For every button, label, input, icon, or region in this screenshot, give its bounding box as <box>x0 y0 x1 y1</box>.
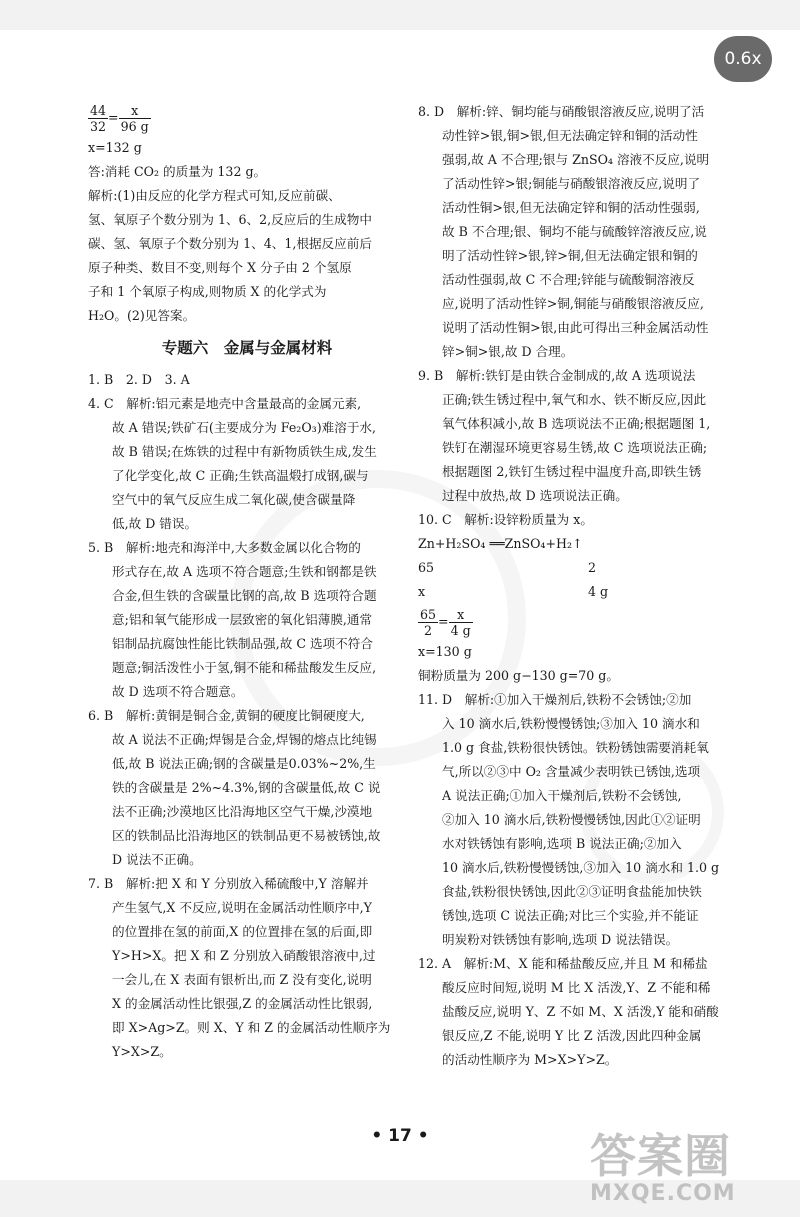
text-line: 强弱,故 A 不合理;银与 ZnSO₄ 溶液不反应,说明 <box>442 152 710 167</box>
answer-list-right-b <box>418 688 740 1072</box>
answer-item <box>88 368 406 392</box>
item-10-head: 10. C 解析:设锌粉质量为 x。 <box>418 512 593 527</box>
answer-item <box>88 536 406 704</box>
text-line: 入 10 滴水后,铁粉慢慢锈蚀;③加入 10 滴水和 <box>442 716 700 731</box>
text-line: 故 B 不合理;银、铜均不能与硫酸锌溶液反应,说 <box>442 224 707 239</box>
text-line: 水对铁锈蚀有影响,选项 B 说法正确;②加入 <box>442 836 682 851</box>
answer-item <box>88 704 406 872</box>
unknown-row: x 4 g <box>418 584 609 599</box>
answer-item <box>88 872 406 1064</box>
molar-mass-row: 65 2 <box>418 560 597 575</box>
text-line: 盐酸反应,说明 Y、Z 不如 M、X 活泼,Y 能和硝酸 <box>442 1004 719 1019</box>
text-line: 解析:(1)由反应的化学方程式可知,反应前碳、 <box>88 188 341 203</box>
answer-list-left <box>88 368 406 1064</box>
answer-item <box>418 688 740 952</box>
text-line: A 说法正确;①加入干燥剂后,铁粉不会锈蚀, <box>442 788 682 803</box>
text-line: 空气中的氧气反应生成二氧化碳,使含碳量降 <box>112 492 356 507</box>
text-line: 碳、氢、氧原子个数分别为 1、4、1,根据反应前后 <box>88 236 372 251</box>
text-line: 区的铁制品比沿海地区的铁制品更不易被锈蚀,故 <box>112 828 381 843</box>
text-line: 明炭粉对铁锈蚀有影响,选项 D 说法错误。 <box>442 932 679 947</box>
text-line: 了活动性锌>银;铜能与硝酸银溶液反应,说明了 <box>442 176 701 191</box>
text-line: 正确;铁生锈过程中,氧气和水、铁不断反应,因此 <box>442 392 707 407</box>
answer-item <box>418 100 740 364</box>
calc-result: x=132 g <box>88 140 142 155</box>
text-line: 锌>铜>银,故 D 合理。 <box>442 344 574 359</box>
text-line: 说明了活动性铜>银,由此可得出三种金属活动性 <box>442 320 709 335</box>
item-10 <box>418 508 740 688</box>
text-line: 铁钉在潮湿环境更容易生锈,故 C 选项说法正确; <box>442 440 708 455</box>
text-line: 法不正确;沙漠地区比沿海地区空气干燥,沙漠地 <box>112 804 373 819</box>
text-line: 动性锌>银,铜>银,但无法确定锌和铜的活动性 <box>442 128 698 143</box>
calc-result: x=130 g <box>418 644 472 659</box>
answer-item-head: 11. D 解析:①加入干燥剂后,铁粉不会锈蚀;②加 <box>418 692 692 707</box>
text-line: 食盐,铁粉很快锈蚀,因此②③证明食盐能加快铁 <box>442 884 702 899</box>
text-line: 明了活动性锌>银,锌>铜,但无法确定银和铜的 <box>442 248 698 263</box>
ratio-equation: $\frac{44}{32}$ = $\frac{x}{96 g}$ <box>90 102 149 134</box>
fraction: $\frac{44}{32}$ <box>90 102 107 134</box>
text-line: 题意;铜活泼性小于氢,铜不能和稀盐酸发生反应, <box>112 660 377 675</box>
text-line: 过程中放热,故 D 选项说法正确。 <box>442 488 628 503</box>
text-line: 的活动性顺序为 M>X>Y>Z。 <box>442 1052 618 1067</box>
text-line: 的位置排在氢的前面,X 的位置排在氢的后面,即 <box>112 924 373 939</box>
text-line: 锈蚀,选项 C 说法正确;对比三个实验,并不能证 <box>442 908 699 923</box>
text-line: 活动性铜>银,但无法确定锌和铜的活动性强弱, <box>442 200 700 215</box>
fraction: $\frac{65}{2}$ <box>420 606 437 638</box>
text-line: 10 滴水后,铁粉慢慢锈蚀,③加入 10 滴水和 1.0 g <box>442 860 720 875</box>
answer-line: 答:消耗 CO₂ 的质量为 132 g。 <box>88 164 267 179</box>
text-line: 了化学变化,故 C 正确;生铁高温煅打成钢,碳与 <box>112 468 369 483</box>
text-line: 低,故 B 说法正确;钢的含碳量是0.03%~2%,生 <box>112 756 376 771</box>
left-column <box>88 100 406 1064</box>
chemical-equation: Zn+H₂SO₄ ══ZnSO₄+H₂↑ <box>418 536 583 551</box>
answer-item <box>88 392 406 536</box>
text-line: 铝制品抗腐蚀性能比铁制品强,故 C 选项不符合 <box>112 636 373 651</box>
page-number: • 17 • <box>371 1126 429 1146</box>
text-line: Y>H>X。把 X 和 Z 分别放入硝酸银溶液中,过 <box>112 948 376 963</box>
text-line: 1.0 g 食盐,铁粉很快锈蚀。铁粉锈蚀需要消耗氧 <box>442 740 709 755</box>
answer-list-right-a <box>418 100 740 508</box>
text-line: D 说法不正确。 <box>112 852 202 867</box>
fraction: $\frac{x}{4 g}$ <box>450 606 471 638</box>
text-line: X 的金属活动性比银强,Z 的金属活动性比银弱, <box>112 996 373 1011</box>
text-line: H₂O。(2)见答案。 <box>88 308 196 323</box>
answer-item-head: 6. B 解析:黄铜是铜合金,黄铜的硬度比铜硬度大, <box>88 708 365 723</box>
text-line: 根据题图 2,铁钉生锈过程中温度升高,即铁生锈 <box>442 464 702 479</box>
fraction: $\frac{x}{96 g}$ <box>120 102 149 134</box>
text-line: 活动性强弱,故 C 不合理;锌能与硫酸铜溶液反 <box>442 272 695 287</box>
text-line: 形式存在,故 A 选项不符合题意;生铁和钢都是铁 <box>112 564 377 579</box>
answer-item-head: 1. B 2. D 3. A <box>88 372 190 387</box>
answer-item-head: 4. C 解析:铝元素是地壳中含量最高的金属元素, <box>88 396 362 411</box>
answer-item <box>418 364 740 508</box>
text-line: 酸反应时间短,说明 M 比 X 活泼,Y、Z 不能和稀 <box>442 980 711 995</box>
text-line: 故 B 错误;在炼铁的过程中有新物质铁生成,发生 <box>112 444 377 459</box>
ratio-equation: $\frac{65}{2}$ = $\frac{x}{4 g}$ <box>420 606 471 638</box>
section-title: 专题六 金属与金属材料 <box>161 339 333 357</box>
text-line: 即 X>Ag>Z。则 X、Y 和 Z 的金属活动性顺序为 <box>112 1020 391 1035</box>
text-line: 铁的含碳量是 2%~4.3%,钢的含碳量低,故 C 说 <box>112 780 381 795</box>
text-line: 银反应,Z 不能,说明 Y 比 Z 活泼,因此四种金属 <box>442 1028 702 1043</box>
text-line: 一会儿,在 X 表面有银析出,而 Z 没有变化,说明 <box>112 972 372 987</box>
analysis-block <box>88 184 406 328</box>
text-line: 氢、氧原子个数分别为 1、6、2,反应后的生成物中 <box>88 212 372 227</box>
playback-speed-button[interactable]: 0.6x <box>714 36 772 82</box>
text-line: 故 A 错误;铁矿石(主要成分为 Fe₂O₃)难溶于水, <box>112 420 377 435</box>
text-line: 应,说明了活动性锌>铜,铜能与硝酸银溶液反应, <box>442 296 704 311</box>
copper-mass-line: 铜粉质量为 200 g−130 g=70 g。 <box>418 668 619 683</box>
text-line: 子和 1 个氧原子构成,则物质 X 的化学式为 <box>88 284 327 299</box>
answer-item <box>418 952 740 1072</box>
text-line: 原子种类、数目不变,则每个 X 分子由 2 个氢原 <box>88 260 352 275</box>
right-column <box>418 100 740 1072</box>
text-line: ②加入 10 滴水后,铁粉慢慢锈蚀,因此①②证明 <box>442 812 701 827</box>
watermark-logo: 答案圈 MXQE.COM <box>590 1129 736 1206</box>
answer-item-head: 5. B 解析:地壳和海洋中,大多数金属以化合物的 <box>88 540 361 555</box>
text-line: 意;铝和氧气能形成一层致密的氧化铝薄膜,通常 <box>112 612 373 627</box>
text-line: Y>X>Z。 <box>112 1044 172 1059</box>
answer-item-head: 7. B 解析:把 X 和 Y 分别放入稀硫酸中,Y 溶解并 <box>88 876 369 891</box>
text-line: 故 A 说法不正确;焊锡是合金,焊锡的熔点比纯锡 <box>112 732 377 747</box>
text-line: 氧气体积减小,故 B 选项说法不正确;根据题图 1, <box>442 416 711 431</box>
text-line: 气,所以②③中 O₂ 含量减少表明铁已锈蚀,选项 <box>442 764 701 779</box>
text-line: 低,故 D 错误。 <box>112 516 198 531</box>
text-line: 产生氢气,X 不反应,说明在金属活动性顺序中,Y <box>112 900 372 915</box>
text-line: 合金,但生铁的含碳量比钢的高,故 B 选项符合题 <box>112 588 377 603</box>
answer-item-head: 9. B 解析:铁钉是由铁合金制成的,故 A 选项说法 <box>418 368 696 383</box>
answer-item-head: 8. D 解析:锌、铜均能与硝酸银溶液反应,说明了活 <box>418 104 705 119</box>
text-line: 故 D 选项不符合题意。 <box>112 684 244 699</box>
answer-item-head: 12. A 解析:M、X 能和稀盐酸反应,并且 M 和稀盐 <box>418 956 708 971</box>
